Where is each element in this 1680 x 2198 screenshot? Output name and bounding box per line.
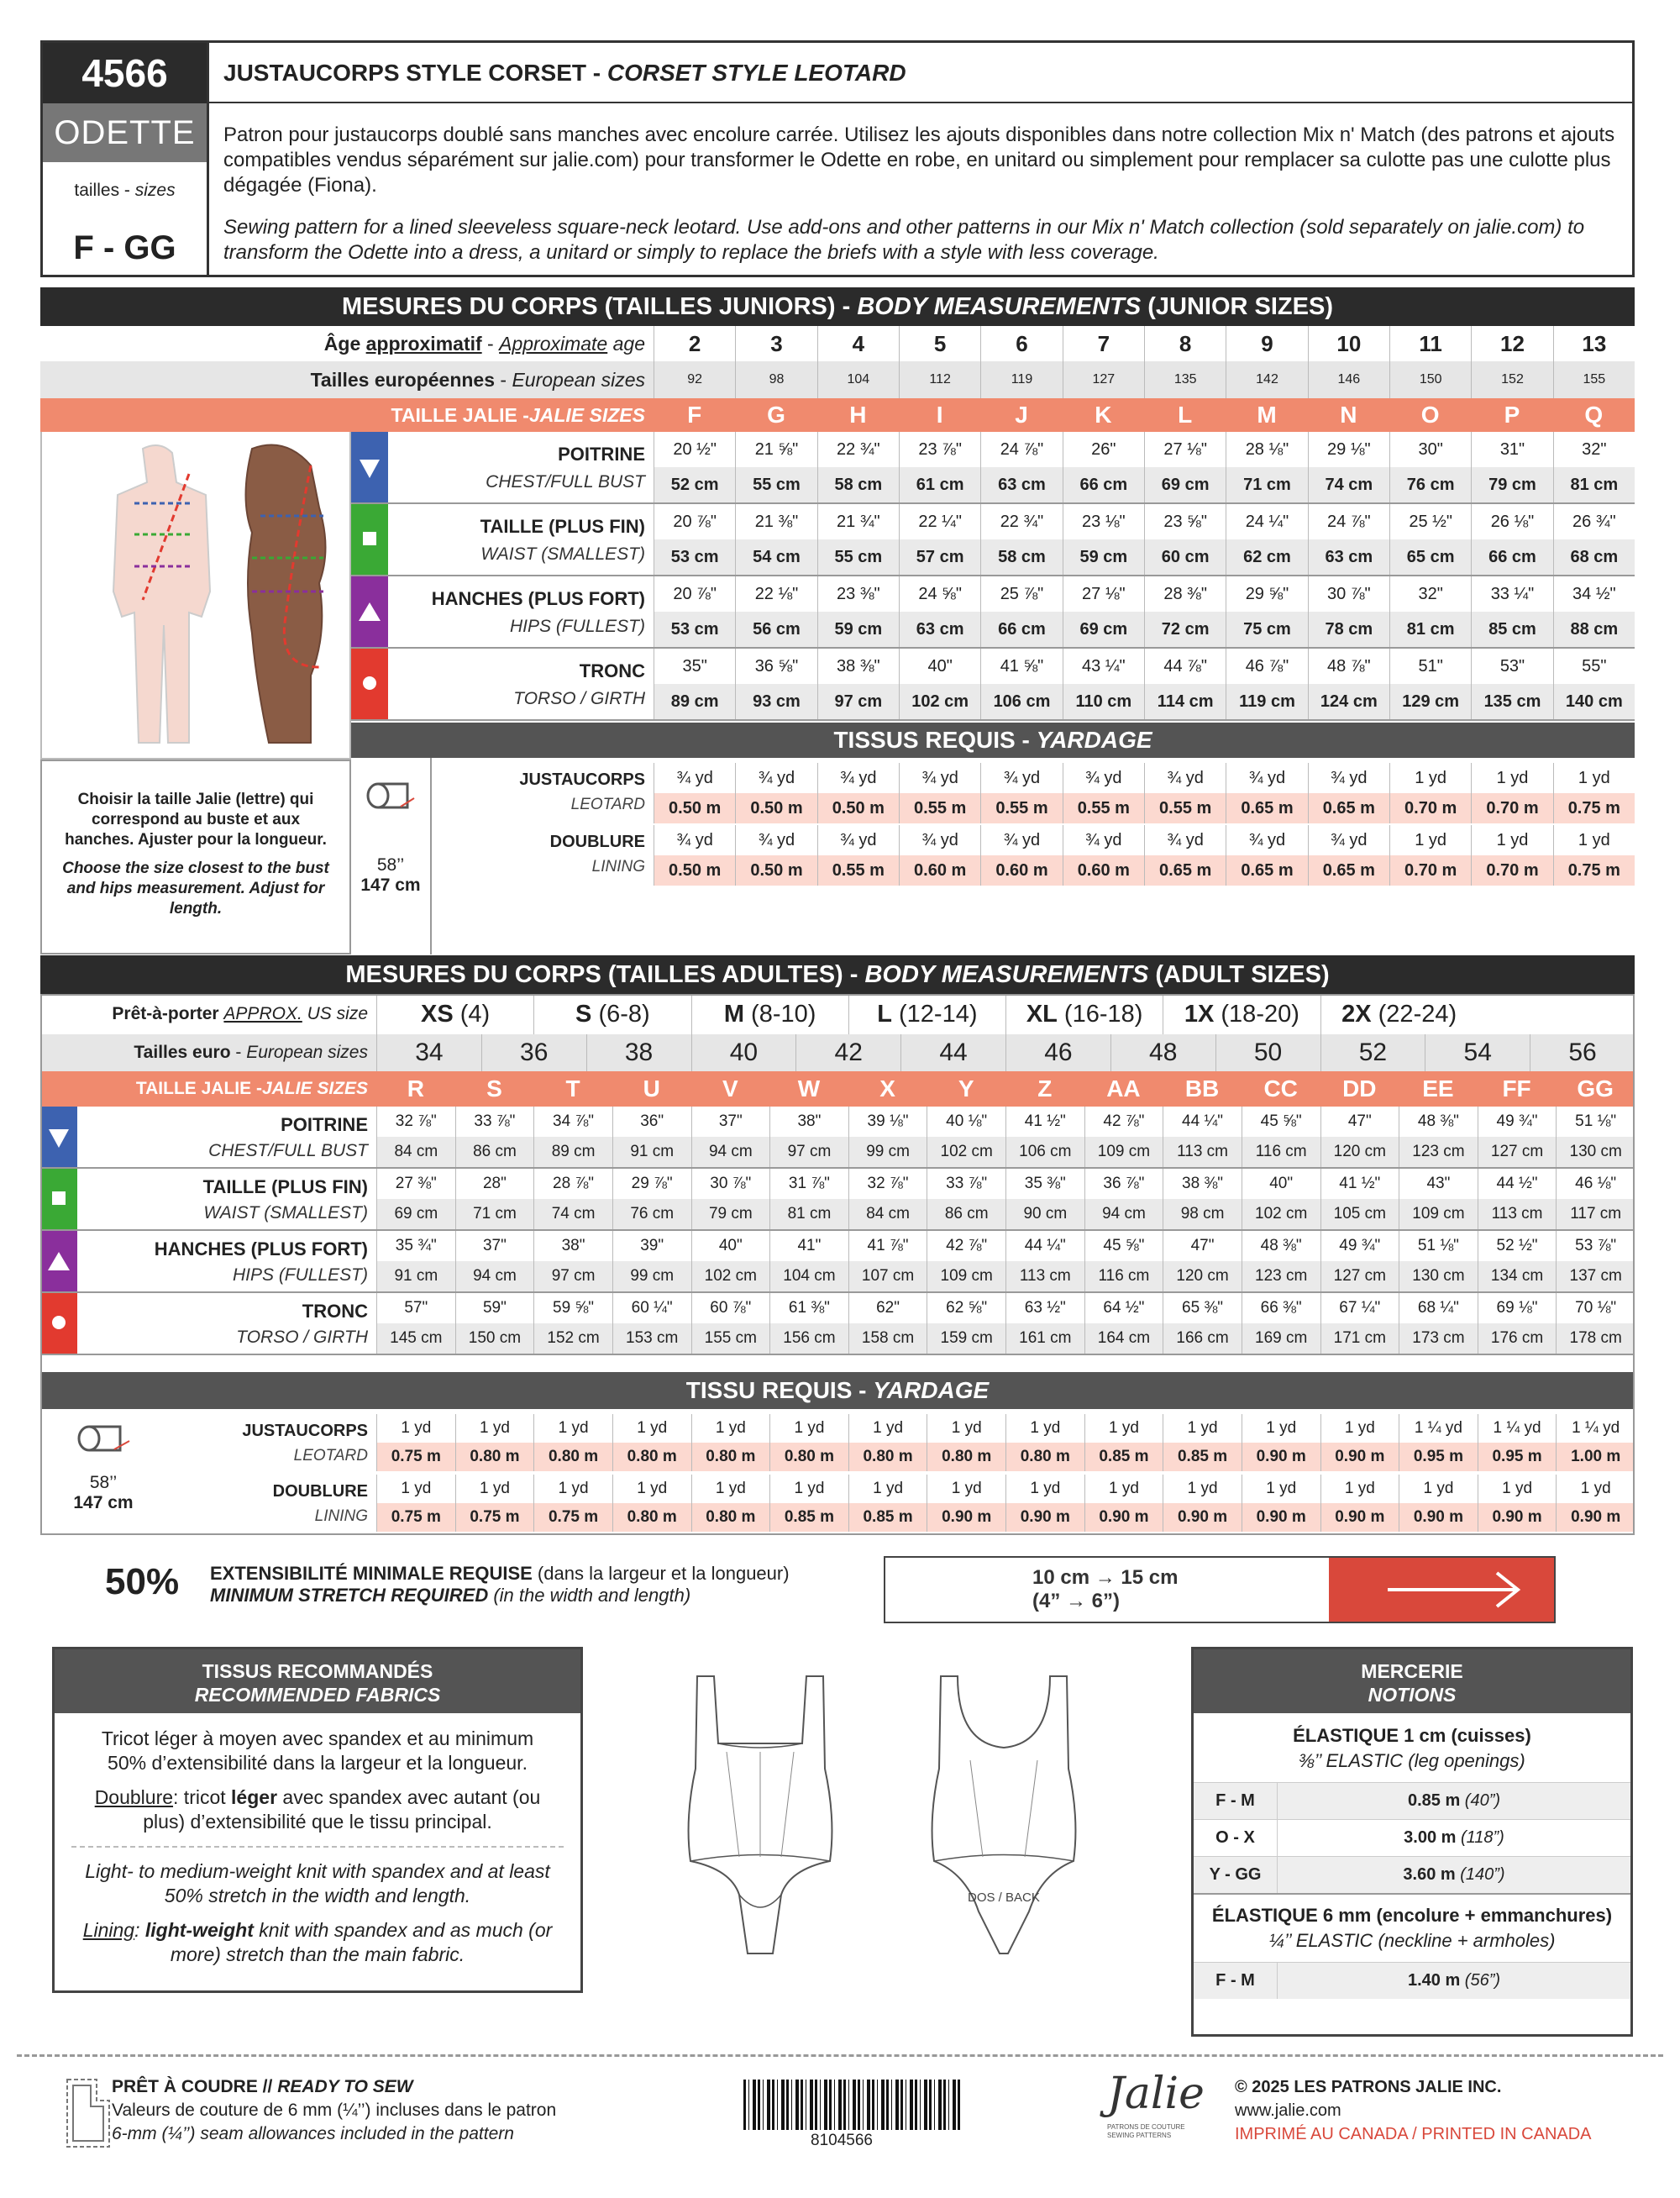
adult-row-chest-full-bust: POITRINE CHEST/FULL BUST 32 ⅞" 84 cm 33 ⅞" 86 cm 34 ⅞" 89 cm 36" 91 cm 37" 94 cm 38" 97 cm 39 ⅛" 99 cm 40 ⅛" 102 cm 41 ½" 106 cm 42 ⅞" 109 cm 44 ¼" 113 cm 45 ⅝" 116 cm 47" 120 cm 48 ⅜" 123 cm 49 ¾" 127 cm 51 ⅛" 130 cm [40,1107,1635,1169]
triangle-down-icon [351,432,388,502]
elastic1-row: O - X 3.00 m (118”) [1194,1819,1630,1856]
elastic2-row: F - M 1.40 m (56”) [1194,1962,1630,1999]
adult-row-waist-smallest-: TAILLE (PLUS FIN) WAIST (SMALLEST) 27 ⅜" 69 cm 28" 71 cm 28 ⅞" 74 cm 29 ⅞" 76 cm 30 ⅞" 79 cm 31 ⅞" 81 cm 32 ⅞" 84 cm 33 ⅞" 86 cm 35 ⅜" 90 cm 36 ⅞" 94 cm 38 ⅜" 98 cm 40" 102 cm 41 ½" 105 cm 43" 109 cm 44 ½" 113 cm 46 ⅛" 117 cm [40,1169,1635,1231]
elastic2-en: ¼’’ ELASTIC (neckline + armholes) [1268,1930,1556,1951]
ready-to-sew: PRÊT À COUDRE // READY TO SEW Valeurs de couture de 6 mm (¼’’) incluses dans le patron 6-mm (¼’’) seam allowances included in the pattern [112,2077,557,2143]
adult-row-hips-fullest-: HANCHES (PLUS FORT) HIPS (FULLEST) 35 ¾" 91 cm 37" 94 cm 38" 97 cm 39" 99 cm 40" 102 cm 41" 104 cm 41 ⅞" 107 cm 42 ⅞" 109 cm 44 ¼" 113 cm 45 ⅝" 116 cm 47" 120 cm 48 ⅜" 123 cm 49 ¾" 127 cm 51 ⅛" 130 cm 52 ½" 134 cm 53 ⅞" 137 cm [40,1231,1635,1293]
pattern-number: 4566 [43,43,207,103]
barcode [743,2080,962,2130]
adult-jalie-row: TAILLE JALIE - JALIE SIZES R S T U V W X Y Z AA BB CC DD EE FF GG [40,1071,1635,1107]
elastic1-fr: ÉLASTIQUE 1 cm (cuisses) [1293,1725,1531,1746]
footer-credits: © 2025 LES PATRONS JALIE INC. www.jalie.com IMPRIMÉ AU CANADA / PRINTED IN CANADA [1235,2078,1592,2143]
jalie-logo: Jalie [1107,2069,1205,2119]
elastic1-row: F - M 0.85 m (40”) [1194,1782,1630,1819]
junior-row-hips-fullest-: HANCHES (PLUS FORT) HIPS (FULLEST) 20 ⅞" 53 cm 22 ⅛" 56 cm 23 ⅜" 59 cm 24 ⅝" 63 cm 25 ⅞" 66 cm 27 ⅛" 69 cm 28 ⅜" 72 cm 29 ⅝" 75 cm 30 ⅞" 78 cm 32" 81 cm 33 ¼" 85 cm 34 ½" 88 cm [351,576,1635,649]
gauge-cm: 10 cm → 15 cm [1032,1566,1179,1589]
back-label: DOS / BACK [968,1890,1040,1905]
junior-row-torso-girth: TRONC TORSO / GIRTH 35" 89 cm 36 ⅝" 93 cm 38 ⅜" 97 cm 40" 102 cm 41 ⅝" 106 cm 43 ¼" 110 cm 44 ⅞" 114 cm 46 ⅞" 119 cm 48 ⅞" 124 cm 51" 129 cm 53" 135 cm 55" 140 cm [351,649,1635,721]
gauge-in: (4” → 6”) [1032,1590,1121,1612]
stretch-arrow-icon [1329,1558,1554,1622]
adult-title: MESURES DU CORPS (TAILLES ADULTES) - BODY MEASUREMENTS (ADULT SIZES) [40,955,1635,994]
pattern-title: JUSTAUCORPS STYLE CORSET - CORSET STYLE LEOTARD [223,60,906,86]
circle-icon [351,649,388,719]
fabric-roll-icon [365,775,416,817]
junior-title: MESURES DU CORPS (TAILLES JUNIORS) - BODY MEASUREMENTS (JUNIOR SIZES) [40,287,1635,326]
junior-age-row: Âge approximatif - Approximate age 2 3 4 5 6 7 8 9 10 11 12 13 [40,326,1635,361]
fabric-roll-icon [74,1417,133,1459]
elastic2-fr: ÉLASTIQUE 6 mm (encolure + emmanchures) [1211,1905,1613,1926]
fabric-width: 58’’ 147 cm [351,758,432,954]
adult-fabric-width: 58’’ 147 cm [40,1409,166,1535]
junior-yardage-leotard: JUSTAUCORPS LEOTARD ¾ yd 0.50 m ¾ yd 0.50 m ¾ yd 0.50 m ¾ yd 0.55 m ¾ yd 0.55 m ¾ yd 0.55 m ¾ yd 0.55 m ¾ yd 0.65 m ¾ yd 0.65 m 1 yd 0.70 m 1 yd 0.70 m 1 yd 0.75 m [432,763,1635,825]
adult-yardage-lining: DOUBLURE LINING 1 yd 0.75 m 1 yd 0.75 m 1 yd 0.75 m 1 yd 0.80 m 1 yd 0.80 m 1 yd 0.85 m 1 yd 0.85 m 1 yd 0.90 m 1 yd 0.90 m 1 yd 0.90 m 1 yd 0.90 m 1 yd 0.90 m 1 yd 0.90 m 1 yd 0.90 m 1 yd 0.90 m 1 yd 0.90 m [166,1475,1635,1535]
notions-box: MERCERIE NOTIONS ÉLASTIQUE 1 cm (cuisses) ⅜’’ ELASTIC (leg openings) F - M 0.85 m (40”) O - X 3.00 m (118”) Y - GG 3.60 m (140”) ÉLASTIQUE 6 mm (encolure + emmanchures) ¼’’ ELASTIC (neckline + armholes) F - M 1.40 m (56”) [1191,1647,1633,2037]
description-en: Sewing pattern for a lined sleeveless square-neck leotard. Use add-ons and other patterns in our Mix n' Match collection (sold separately on jalie.com) to transform the Odette into a dress, a unitard or simply to replace the briefs with a style with less coverage. [223,216,1585,264]
adult-rtw-row: Prêt-à-porter APPROX. US size XS (4) S (6-8) M (8-10) L (12-14) XL (16-18) 1X (18-20) 2X (22-24) [40,994,1635,1034]
barcode-number: 8104566 [811,2132,873,2149]
junior-jalie-row: TAILLE JALIE - JALIE SIZES F G H I J K L M N O P Q [40,398,1635,432]
sizes-label-en: sizes [134,181,176,200]
circle-icon [40,1293,77,1354]
triangle-up-icon [40,1231,77,1291]
adult-row-torso-girth: TRONC TORSO / GIRTH 57" 145 cm 59" 150 cm 59 ⅝" 152 cm 60 ¼" 153 cm 60 ⅞" 155 cm 61 ⅜" 156 cm 62" 158 cm 62 ⅝" 159 cm 63 ½" 161 cm 64 ½" 164 cm 65 ⅜" 166 cm 66 ⅜" 169 cm 67 ¼" 171 cm 68 ¼" 173 cm 69 ⅛" 176 cm 70 ⅛" 178 cm [40,1293,1635,1355]
stretch-text: EXTENSIBILITÉ MINIMALE REQUISE (dans la largeur et la longueur) MINIMUM STRETCH REQUIRED (in the width and length) [210,1563,790,1606]
junior-yardage-lining: DOUBLURE LINING ¾ yd 0.50 m ¾ yd 0.50 m ¾ yd 0.55 m ¾ yd 0.60 m ¾ yd 0.60 m ¾ yd 0.60 m ¾ yd 0.65 m ¾ yd 0.65 m ¾ yd 0.65 m 1 yd 0.70 m 1 yd 0.70 m 1 yd 0.75 m [432,825,1635,887]
size-range-box: tailles - sizes F - GG [43,162,207,280]
size-range: F - GG [73,229,176,266]
leotard-front-drawing [680,1668,840,1970]
junior-row-chest-full-bust: POITRINE CHEST/FULL BUST 20 ½" 52 cm 21 ⅝" 55 cm 22 ¾" 58 cm 23 ⅞" 61 cm 24 ⅞" 63 cm 26" 66 cm 27 ⅛" 69 cm 28 ⅛" 71 cm 29 ⅛" 74 cm 30" 76 cm 31" 79 cm 32" 81 cm [351,432,1635,504]
stretch-percent: 50% [105,1561,180,1602]
leotard-back-drawing [924,1668,1084,1970]
elastic1-row: Y - GG 3.60 m (140”) [1194,1856,1630,1893]
pattern-corner-icon [63,2075,113,2151]
triangle-down-icon [40,1107,77,1167]
body-figure [40,432,351,760]
pattern-header [40,40,1635,277]
fabrics-p1: Tricot léger à moyen avec spandex et au minimum 50% d’extensibilité dans la largeur et la longueur. [101,1727,534,1774]
pattern-name: ODETTE [43,103,207,162]
adult-yardage-title: TISSU REQUIS - YARDAGE [40,1372,1635,1409]
junior-euro-row: Tailles européennes - European sizes 92 98 104 112 119 127 135 142 146 150 152 155 [40,361,1635,398]
stretch-gauge [884,1556,1556,1623]
recommended-fabrics: TISSUS RECOMMANDÉS RECOMMENDED FABRICS Tricot léger à moyen avec spandex et au minimum 50% d’extensibilité dans la largeur et la longueur. Doublure: tricot léger avec spandex avec autant (ou plus) d’extensibilité que le tissu principal. Light- to medium-weight knit with spandex and at least 50% stretch in the width and length. Lining: light-weight knit with spandex and as much (or more) stretch than the main fabric. [52,1647,583,1993]
description-fr: Patron pour justaucorps doublé sans manches avec encolure carrée. Utilisez les ajouts disponibles dans notre collection Mix n' Match (des patrons et ajouts compatibles vendus séparément sur jalie.com) pour transformer le Odette en robe, en unitard ou simplement pour remplacer sa culotte pas une culotte plus dégagée (Fiona). [223,124,1615,197]
adult-yardage-leotard: JUSTAUCORPS LEOTARD 1 yd 0.75 m 1 yd 0.80 m 1 yd 0.80 m 1 yd 0.80 m 1 yd 0.80 m 1 yd 0.80 m 1 yd 0.80 m 1 yd 0.80 m 1 yd 0.80 m 1 yd 0.85 m 1 yd 0.85 m 1 yd 0.90 m 1 yd 0.90 m 1 ¼ yd 0.95 m 1 ¼ yd 0.95 m 1 ¼ yd 1.00 m [166,1414,1635,1475]
junior-yardage-title: TISSUS REQUIS - YARDAGE [351,723,1635,758]
elastic1-en: ⅜’’ ELASTIC (leg openings) [1299,1750,1525,1771]
square-icon [40,1169,77,1229]
junior-row-waist-smallest-: TAILLE (PLUS FIN) WAIST (SMALLEST) 20 ⅞" 53 cm 21 ⅜" 54 cm 21 ¾" 55 cm 22 ¼" 57 cm 22 ¾" 58 cm 23 ⅛" 59 cm 23 ⅝" 60 cm 24 ¼" 62 cm 24 ⅞" 63 cm 25 ½" 65 cm 26 ⅛" 66 cm 26 ¾" 68 cm [351,504,1635,576]
choose-size-note: Choisir la taille Jalie (lettre) qui correspond au buste et aux hanches. Ajuster pour la longueur. Choose the size closest to the bust and hips measurement. Adjust for length. [40,760,351,954]
fabrics-p2: Doublure: tricot léger avec spandex avec autant (ou plus) d’extensibilité que le tissu principal. [94,1786,541,1833]
jalie-logo-sub: PATRONS DE COUTURE SEWING PATTERNS [1107,2123,1185,2139]
triangle-up-icon [351,576,388,647]
square-icon [351,504,388,575]
adult-euro-row: Tailles euro - European sizes 34 36 38 40 42 44 46 48 50 52 54 56 [40,1034,1635,1071]
fabrics-p4: Lining: light-weight knit with spandex and as much (or more) stretch than the main fabric. [82,1919,553,1965]
sizes-label-fr: tailles [74,181,120,200]
fabrics-p3: Light- to medium-weight knit with spandex and at least 50% stretch in the width and length. [71,1846,564,1908]
